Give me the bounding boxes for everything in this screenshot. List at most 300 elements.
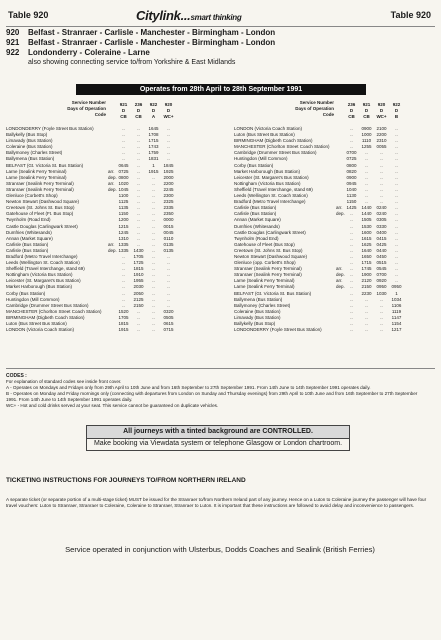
stop-name: Nottingham (Victoria Bus Station): [6, 272, 73, 278]
time-cell: ..: [350, 229, 353, 235]
time-cell: ..: [167, 126, 170, 131]
time-cell: ..: [167, 260, 170, 266]
time-cell: 1125: [118, 199, 129, 205]
time-cell: 2310: [376, 138, 387, 144]
time-cell: ..: [152, 174, 155, 180]
stop-name: LONDON (Victoria Coach Station): [6, 327, 74, 333]
time-cell: ..: [365, 150, 368, 156]
time-cell: ..: [137, 174, 140, 180]
stop-name: Cambridge (Drummer Street Bus Station): [234, 150, 317, 156]
time-cell: ..: [122, 260, 125, 266]
codes-section: [6, 373, 426, 409]
time-cell: ..: [365, 168, 368, 174]
stop-name: LONDON (Victoria Coach Station): [234, 126, 302, 131]
time-cell: ..: [152, 296, 155, 302]
stop-name: Castle Douglas (Carlingwark Street): [234, 229, 306, 235]
time-cell: ..: [395, 168, 398, 174]
time-cell: ..: [167, 290, 170, 296]
time-cell: 0515: [376, 260, 387, 266]
time-cell: 1925: [163, 168, 174, 174]
time-cell: ..: [137, 193, 140, 199]
time-cell: 1831: [148, 156, 159, 162]
time-cell: 0900: [346, 174, 357, 180]
stop-name: Twynholm (Road End): [6, 217, 51, 223]
time-cell: ..: [137, 211, 140, 217]
codes-title: CODES :: [6, 373, 27, 379]
stop-name: Leicester (St. Margaret's Bus Station): [6, 278, 81, 284]
time-cell: ..: [350, 272, 353, 278]
time-cell: ..: [167, 284, 170, 290]
time-cell: ..: [365, 302, 368, 308]
time-cell: ..: [395, 266, 398, 272]
time-cell: 2300: [163, 193, 174, 199]
time-cell: ..: [350, 132, 353, 138]
time-cell: ..: [152, 284, 155, 290]
time-cell: 1725: [133, 260, 144, 266]
time-cell: 0415: [376, 235, 387, 241]
divider: [6, 368, 435, 369]
time-cell: ..: [365, 314, 368, 320]
arr-dep: [336, 327, 344, 333]
stop-name: Leicester (St. Margaret's Bus Station): [234, 174, 309, 180]
time-cell: 1915: [148, 168, 159, 174]
time-cell: ..: [137, 321, 140, 326]
ticketing-title: TICKETING INSTRUCTIONS FOR JOURNEYS TO/FROM NORTHERN IRELAND: [6, 477, 246, 484]
stop-name: Ballykelly (Bus Stop): [234, 321, 276, 326]
time-cell: 0055: [376, 144, 387, 150]
time-cell: ..: [380, 180, 383, 186]
time-cell: 1520: [118, 308, 129, 314]
time-cell: ..: [152, 229, 155, 235]
time-cell: 1440: [361, 211, 372, 217]
time-cell: 1135: [118, 205, 129, 211]
time-cell: ..: [152, 186, 155, 192]
time-cell: ..: [395, 247, 398, 253]
time-cell: ..: [395, 272, 398, 278]
time-cell: 1645: [148, 126, 159, 131]
time-cell: 1335: [118, 247, 129, 253]
time-cell: ..: [365, 327, 368, 333]
time-cell: ..: [152, 180, 155, 186]
divider: [6, 26, 435, 27]
time-cell: 1955: [133, 278, 144, 284]
stop-name: Market Harborough (Bus Station): [234, 168, 301, 174]
stop-name: Gatehouse of Fleet (Bus Stop): [234, 241, 295, 247]
time-cell: ..: [137, 223, 140, 229]
time-cell: ..: [137, 217, 140, 223]
column-header: [6, 100, 206, 126]
time-cell: ..: [395, 132, 398, 138]
time-cell: ..: [137, 235, 140, 241]
time-cell: ..: [167, 253, 170, 259]
time-cell: ..: [350, 211, 353, 217]
time-cell: ..: [395, 217, 398, 223]
stop-name: Sheffield (Travel Interchange, stand 69): [6, 266, 85, 272]
route-line: 921 Belfast - Stranraer - Carlisle - Manchester - Birmingham - London: [6, 38, 276, 47]
time-cell: ..: [395, 174, 398, 180]
time-cell: 2245: [163, 186, 174, 192]
stop-name: Luton (Bus Street Bus Station): [234, 132, 295, 138]
time-cell: ..: [137, 126, 140, 131]
time-cell: ..: [350, 302, 353, 308]
time-cell: ..: [365, 193, 368, 199]
time-cell: ..: [122, 132, 125, 138]
service-code-header: 236 D CB: [347, 102, 356, 119]
stop-name: Coleraine (Bus Station): [6, 144, 53, 150]
time-cell: ..: [137, 229, 140, 235]
time-cell: ..: [167, 296, 170, 302]
time-cell: 1440: [361, 205, 372, 211]
stop-name: Cambridge (Drummer Street Bus Station): [6, 302, 89, 308]
time-cell: 2100: [376, 126, 387, 131]
time-cell: ..: [395, 162, 398, 168]
time-cell: ..: [122, 302, 125, 308]
time-cell: ..: [380, 302, 383, 308]
time-cell: ..: [137, 308, 140, 314]
time-cell: 1530: [361, 223, 372, 229]
time-cell: ..: [350, 235, 353, 241]
stop-name: Larne (Sealink Ferry Terminal): [6, 174, 67, 180]
service-code-header: 922 D A: [149, 102, 158, 119]
time-cell: ..: [350, 260, 353, 266]
codes-line: B - Operates on Monday and Friday mornings only (connecting with departures from London on Sunday and Thursday evenings) from 29th April to 10th June and from 16th September to 27th September 1991. From 14th June to 14th September 1991 operates daily.: [6, 391, 418, 402]
stop-name: Carlisle (Bus Station): [234, 211, 277, 217]
time-cell: 0920: [376, 278, 387, 284]
stop-name: Stranraer (Sealink Ferry Terminal): [6, 180, 74, 186]
time-cell: ..: [350, 247, 353, 253]
time-cell: ..: [137, 162, 140, 168]
time-cell: 1900: [361, 272, 372, 278]
arr-dep: dep.: [336, 284, 345, 290]
time-cell: 2050: [133, 290, 144, 296]
time-cell: 0305: [376, 217, 387, 223]
time-cell: ..: [167, 150, 170, 156]
stop-name: LONDONDERRY (Foyle Street Bus Station): [6, 126, 94, 131]
time-cell: ..: [380, 150, 383, 156]
arr-dep: arr.: [108, 180, 115, 186]
tagline: smart thinking: [190, 13, 242, 22]
time-cell: ..: [152, 247, 155, 253]
time-cell: 0725: [118, 168, 129, 174]
time-cell: ..: [350, 284, 353, 290]
time-cell: 1745: [361, 266, 372, 272]
time-cell: 1: [152, 162, 155, 168]
time-cell: 1150: [346, 199, 357, 205]
time-cell: 2150: [361, 284, 372, 290]
time-cell: 1020: [118, 180, 129, 186]
table-row: [234, 327, 434, 333]
time-cell: 1200: [118, 217, 129, 223]
time-cell: ..: [152, 266, 155, 272]
time-cell: 0425: [376, 241, 387, 247]
stop-name: Dumfries (Whitesands): [6, 229, 52, 235]
stop-name: Newton Stewart (Dashwood Square): [234, 253, 308, 259]
time-cell: ..: [350, 223, 353, 229]
stop-name: Annan (Market Square): [234, 217, 281, 223]
time-cell: 1119: [391, 308, 402, 314]
time-cell: ..: [350, 217, 353, 223]
stop-name: Larne (Sealink Ferry Terminal): [234, 278, 295, 284]
stop-name: MANCHESTER (Chorlton Street Coach Station): [234, 144, 330, 150]
stop-name: Dumfries (Whitesands): [234, 223, 280, 229]
time-cell: ..: [350, 138, 353, 144]
stop-name: Larne (Sealink Ferry Terminal): [6, 168, 67, 174]
time-cell: ..: [152, 211, 155, 217]
arr-dep: arr.: [336, 278, 343, 284]
stop-name: Nottingham (Victoria Bus Station): [234, 180, 301, 186]
time-cell: ..: [395, 241, 398, 247]
time-cell: 1000: [361, 132, 372, 138]
time-cell: ..: [152, 308, 155, 314]
time-cell: 0000: [163, 217, 174, 223]
time-cell: 2000: [163, 174, 174, 180]
stop-name: Annan (Market Square): [6, 235, 53, 241]
time-cell: ..: [152, 290, 155, 296]
time-cell: ..: [152, 302, 155, 308]
time-cell: 1705: [133, 253, 144, 259]
arr-dep: arr.: [336, 266, 343, 272]
time-cell: ..: [365, 162, 368, 168]
time-cell: ..: [395, 235, 398, 241]
time-cell: 0700: [346, 150, 357, 156]
time-cell: ..: [152, 253, 155, 259]
time-cell: ..: [350, 253, 353, 259]
time-cell: 1910: [133, 272, 144, 278]
stop-name: Stranraer (Sealink Ferry Terminal): [234, 272, 302, 278]
time-cell: ..: [137, 138, 140, 144]
time-cell: ..: [152, 217, 155, 223]
time-cell: 2350: [163, 211, 174, 217]
route-line: 922 Londonderry - Coleraine - Larne: [6, 48, 150, 57]
time-cell: 0715: [163, 327, 174, 333]
codes-line: For explanation of standard codes see inside front cover.: [6, 379, 122, 384]
time-cell: 1505: [361, 217, 372, 223]
time-cell: ..: [350, 144, 353, 150]
time-cell: 0725: [346, 156, 357, 162]
time-cell: 2150: [133, 302, 144, 308]
stop-name: Newton Stewart (Dashwood Square): [6, 199, 80, 205]
time-cell: 0330: [376, 223, 387, 229]
stop-name: Glenluce (opp. Corbett's Shop): [234, 260, 296, 266]
stop-name: Sheffield (Travel Interchange, stand 69): [234, 186, 313, 192]
time-cell: ..: [167, 156, 170, 162]
stop-name: Ballymoney (Charles Street): [234, 302, 291, 308]
time-cell: ..: [137, 205, 140, 211]
time-cell: 1106: [391, 302, 402, 308]
time-cell: 1650: [361, 253, 372, 259]
time-cell: ..: [122, 266, 125, 272]
stop-name: BELFAST (Gt. Victoria St. Bus Station): [6, 162, 84, 168]
time-cell: 1815: [118, 321, 129, 326]
stop-name: Ballykelly (Bus Stop): [6, 132, 48, 138]
time-cell: ..: [122, 253, 125, 259]
time-cell: ..: [350, 327, 353, 333]
codes-line: A - Operates on Mondays and Fridays only from 29th April to 10th June and from 16th September to 27th September 1991. From 14th June to 14th September 1991 operates daily.: [6, 385, 371, 390]
time-cell: ..: [167, 144, 170, 150]
stop-name: BELFAST (Gt. Victoria St. Bus Station): [234, 290, 312, 296]
time-cell: ..: [380, 199, 383, 205]
time-cell: 1705: [118, 314, 129, 320]
stop-name: Glenluce (Corbett's Shop): [6, 193, 58, 199]
time-cell: 1110: [361, 138, 372, 144]
time-cell: 0700: [376, 272, 387, 278]
time-cell: ..: [122, 138, 125, 144]
stop-name: Leeds (Wellington St. Coach Station): [234, 193, 308, 199]
time-cell: 1040: [346, 186, 357, 192]
timetable-rows: [234, 126, 434, 333]
time-cell: 2200: [163, 180, 174, 186]
time-cell: 1425: [346, 205, 357, 211]
time-cell: ..: [137, 327, 140, 333]
time-cell: 2335: [163, 205, 174, 211]
time-cell: ..: [122, 126, 125, 131]
stop-name: Huntingdon (Mill Common): [6, 296, 60, 302]
time-cell: 1640: [361, 247, 372, 253]
time-cell: 2230: [361, 290, 372, 296]
time-cell: 1625: [361, 241, 372, 247]
time-cell: ..: [350, 314, 353, 320]
stop-name: Gatehouse of Fleet (Ft. Bus Stop): [6, 211, 74, 217]
time-cell: 1915: [118, 327, 129, 333]
time-cell: ..: [365, 174, 368, 180]
service-code-header: 920 D WC+: [163, 102, 174, 119]
time-cell: ..: [152, 327, 155, 333]
stop-name: Market Harborough (Bus Station): [6, 284, 73, 290]
time-cell: 0110: [163, 235, 174, 241]
time-cell: ..: [152, 241, 155, 247]
time-cell: ..: [167, 302, 170, 308]
time-cell: ..: [122, 156, 125, 162]
time-cell: ..: [395, 253, 398, 259]
stop-name: Coleraine (Bus Station): [234, 308, 281, 314]
time-cell: 1130: [346, 193, 357, 199]
service-code-header: 921 D CB: [362, 102, 371, 119]
time-cell: ..: [395, 144, 398, 150]
stop-name: Stranraer (Sealink Ferry Terminal): [234, 266, 302, 272]
time-cell: ..: [122, 284, 125, 290]
time-cell: ..: [395, 156, 398, 162]
time-cell: ..: [350, 321, 353, 326]
time-cell: ..: [152, 199, 155, 205]
time-cell: ..: [395, 180, 398, 186]
time-cell: ..: [152, 235, 155, 241]
time-cell: 1255: [361, 144, 372, 150]
time-cell: ..: [395, 211, 398, 217]
time-cell: 1045: [118, 186, 129, 192]
time-cell: ..: [365, 296, 368, 302]
time-cell: ..: [137, 199, 140, 205]
time-cell: ..: [137, 168, 140, 174]
controlled-notice: All journeys with a tinted background are CONTROLLED.: [86, 425, 350, 439]
stop-name: Corby (Bus Station): [234, 162, 274, 168]
header-labels: Service Number Days of Operation Code: [295, 100, 334, 117]
time-cell: ..: [122, 278, 125, 284]
time-cell: 0135: [163, 247, 174, 253]
stop-name: Leeds (Wellington St. Coach Station): [6, 260, 80, 266]
time-cell: 1430: [133, 247, 144, 253]
route-list: [6, 28, 426, 68]
citylink-logo: Citylink...smart thinking: [136, 8, 242, 23]
arr-dep: dep.: [108, 186, 117, 192]
stop-name: Carlisle (Bus Station): [234, 205, 277, 211]
arr-dep: dep.: [336, 272, 345, 278]
time-cell: ..: [350, 126, 353, 131]
time-cell: 1100: [118, 193, 129, 199]
time-cell: ..: [152, 260, 155, 266]
time-cell: 0800: [346, 162, 357, 168]
time-cell: 1615: [361, 235, 372, 241]
time-cell: 0240: [376, 205, 387, 211]
stop-name: Carlisle (Bus Station): [6, 241, 49, 247]
time-cell: 1310: [118, 235, 129, 241]
time-cell: 0450: [376, 253, 387, 259]
time-cell: 1759: [148, 150, 159, 156]
time-cell: ..: [152, 272, 155, 278]
time-cell: ..: [152, 223, 155, 229]
time-cell: 1150: [118, 211, 129, 217]
time-cell: ..: [365, 199, 368, 205]
stop-name: Corby (Bus Station): [6, 290, 46, 296]
time-cell: ..: [137, 156, 140, 162]
time-cell: ..: [395, 126, 398, 131]
time-cell: ..: [137, 241, 140, 247]
table-row: [6, 327, 206, 333]
route-subtitle: also showing connecting service to/from Yorkshire & East Midlands: [28, 59, 236, 66]
time-cell: 1715: [361, 260, 372, 266]
time-cell: ..: [167, 272, 170, 278]
time-cell: ..: [152, 278, 155, 284]
page-header: [6, 8, 435, 26]
time-cell: ..: [350, 278, 353, 284]
ticketing-body: A separate ticket (or separate portion of a multi-stage ticket) MUST be issued for the Stranraer to/from Northern Ireland part of any journey. Hence on a Luton to Coleraine journey the passenger will have four travel vouchers: Luton to Stranraer, Stranraer to Coleraine, Coleraine to Stranraer, Stranraer to Luton. It is important that these instructions are followed to avoid delay and inconvenience to passengers.: [6, 497, 427, 508]
time-cell: 0645: [118, 162, 129, 168]
arr-dep: [108, 327, 116, 333]
time-cell: ..: [380, 162, 383, 168]
stop-name: Bradford (Metro Travel Interchange): [6, 253, 78, 259]
time-cell: ..: [152, 205, 155, 211]
time-cell: ..: [152, 321, 155, 326]
time-cell: ..: [380, 168, 383, 174]
time-cell: ..: [380, 193, 383, 199]
time-cell: ..: [167, 266, 170, 272]
time-cell: ..: [122, 290, 125, 296]
time-cell: 0135: [163, 241, 174, 247]
service-code-header: 921 D CB: [119, 102, 128, 119]
time-cell: 1: [395, 290, 398, 296]
time-cell: ..: [350, 290, 353, 296]
time-cell: ..: [350, 308, 353, 314]
time-cell: 2325: [163, 199, 174, 205]
arr-dep: dep.: [108, 247, 117, 253]
time-cell: ..: [395, 193, 398, 199]
codes-line: WC+ - Hot and cold drinks served at your seat. This service cannot be guaranteed on duplicate vehicles.: [6, 403, 219, 408]
stop-name: Ballymena (Bus Station): [6, 156, 55, 162]
time-cell: 0800: [118, 174, 129, 180]
time-cell: 0945: [346, 180, 357, 186]
time-cell: ..: [122, 144, 125, 150]
table-number-left: Table 920: [8, 10, 49, 20]
time-cell: 1715: [148, 138, 159, 144]
stop-name: Luton (Bus Street Bus Station): [6, 321, 67, 326]
time-cell: 0015: [163, 223, 174, 229]
arr-dep: arr.: [108, 241, 115, 247]
time-cell: ..: [152, 314, 155, 320]
time-cell: 0950: [376, 284, 387, 290]
time-cell: ..: [137, 132, 140, 138]
time-cell: ..: [350, 266, 353, 272]
time-cell: 2030: [133, 284, 144, 290]
time-cell: ..: [122, 296, 125, 302]
